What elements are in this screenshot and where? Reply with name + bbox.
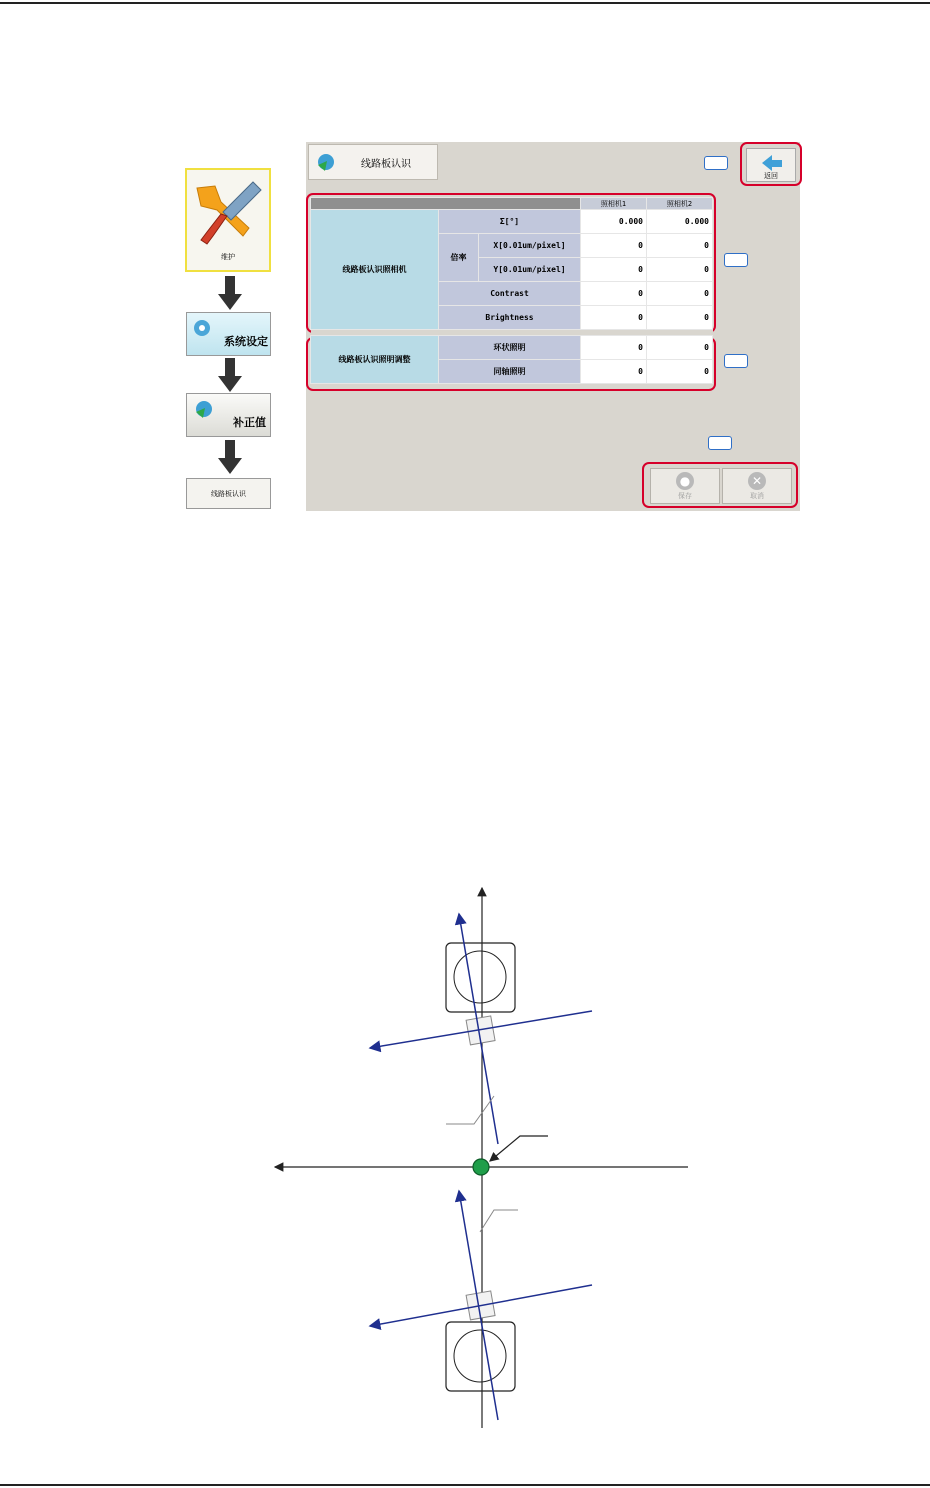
- back-label: 返回: [764, 172, 778, 180]
- brightness-camera2-field[interactable]: 0: [647, 306, 713, 330]
- y-camera2-field[interactable]: 0: [647, 258, 713, 282]
- coaxial-camera1-field[interactable]: 0: [581, 360, 647, 384]
- contrast-label: Contrast: [439, 282, 581, 306]
- x-camera1-field[interactable]: 0: [581, 234, 647, 258]
- callout-marker: [704, 156, 728, 170]
- close-icon: ✕: [748, 472, 766, 490]
- callout-marker: [724, 354, 748, 368]
- y-camera1-field[interactable]: 0: [581, 258, 647, 282]
- contrast-camera1-field[interactable]: 0: [581, 282, 647, 306]
- camera-group-label: 线路板认识照相机: [311, 210, 439, 330]
- coaxial-camera2-field[interactable]: 0: [647, 360, 713, 384]
- lower-angle-leader-line: [480, 1210, 518, 1232]
- cancel-label: 取消: [750, 492, 764, 500]
- angle-label: Σ[°]: [439, 210, 581, 234]
- magnification-label: 倍率: [439, 234, 479, 282]
- ring-camera1-field[interactable]: 0: [581, 336, 647, 360]
- save-label: 保存: [678, 492, 692, 500]
- gear-icon: [193, 398, 215, 420]
- panel-title: [308, 144, 438, 180]
- bottom-rule: [0, 1484, 930, 1486]
- correction-value-button[interactable]: [186, 393, 271, 437]
- gear-icon: [191, 317, 213, 339]
- return-arrow-icon: [756, 151, 786, 171]
- callout-marker: [708, 436, 732, 450]
- ring-camera2-field[interactable]: 0: [647, 336, 713, 360]
- cancel-button[interactable]: [722, 468, 792, 504]
- camera-alignment-diagram: [0, 880, 930, 1440]
- save-button[interactable]: [650, 468, 720, 504]
- origin-leader-line: [490, 1136, 548, 1161]
- contrast-camera2-field[interactable]: 0: [647, 282, 713, 306]
- down-arrow-icon: [218, 440, 242, 476]
- y-magnification-label: Y[0.01um/pixel]: [479, 258, 581, 282]
- maintenance-button[interactable]: [185, 168, 271, 272]
- lighting-group-label: 线路板认识照明调整: [311, 336, 439, 384]
- origin-point: [473, 1159, 489, 1175]
- x-camera2-field[interactable]: 0: [647, 234, 713, 258]
- upper-angle-leader-line: [446, 1096, 494, 1124]
- down-arrow-icon: [218, 358, 242, 394]
- correction-value-label: 补正值: [233, 416, 266, 429]
- brightness-label: Brightness: [439, 306, 581, 330]
- maintenance-label: 维护: [221, 253, 235, 261]
- callout-marker: [724, 253, 748, 267]
- angle-camera2-field[interactable]: 0.000: [647, 210, 713, 234]
- system-setting-button[interactable]: [186, 312, 271, 356]
- camera2-header: 照相机2: [647, 198, 713, 210]
- board-recognition-label: 线路板认识: [211, 489, 246, 498]
- board-recognition-panel: [306, 142, 800, 511]
- ring-light-label: 环状照明: [439, 336, 581, 360]
- down-arrow-icon: [218, 276, 242, 312]
- top-rule: [0, 2, 930, 4]
- brightness-camera1-field[interactable]: 0: [581, 306, 647, 330]
- lower-camera: [446, 1322, 515, 1391]
- x-magnification-label: X[0.01um/pixel]: [479, 234, 581, 258]
- table-header-blank: [311, 198, 581, 210]
- coaxial-light-label: 同轴照明: [439, 360, 581, 384]
- panel-title-text: 线路板认识: [361, 158, 411, 170]
- save-icon: ●: [676, 472, 694, 490]
- back-button[interactable]: [746, 148, 796, 182]
- upper-camera: [446, 943, 515, 1012]
- board-recognition-button[interactable]: [186, 478, 271, 509]
- wrench-screwdriver-icon: [187, 172, 269, 252]
- system-setting-label: 系统设定: [224, 335, 268, 348]
- settings-table: [310, 197, 713, 384]
- angle-camera1-field[interactable]: 0.000: [581, 210, 647, 234]
- camera1-header: 照相机1: [581, 198, 647, 210]
- gear-icon: [315, 151, 337, 173]
